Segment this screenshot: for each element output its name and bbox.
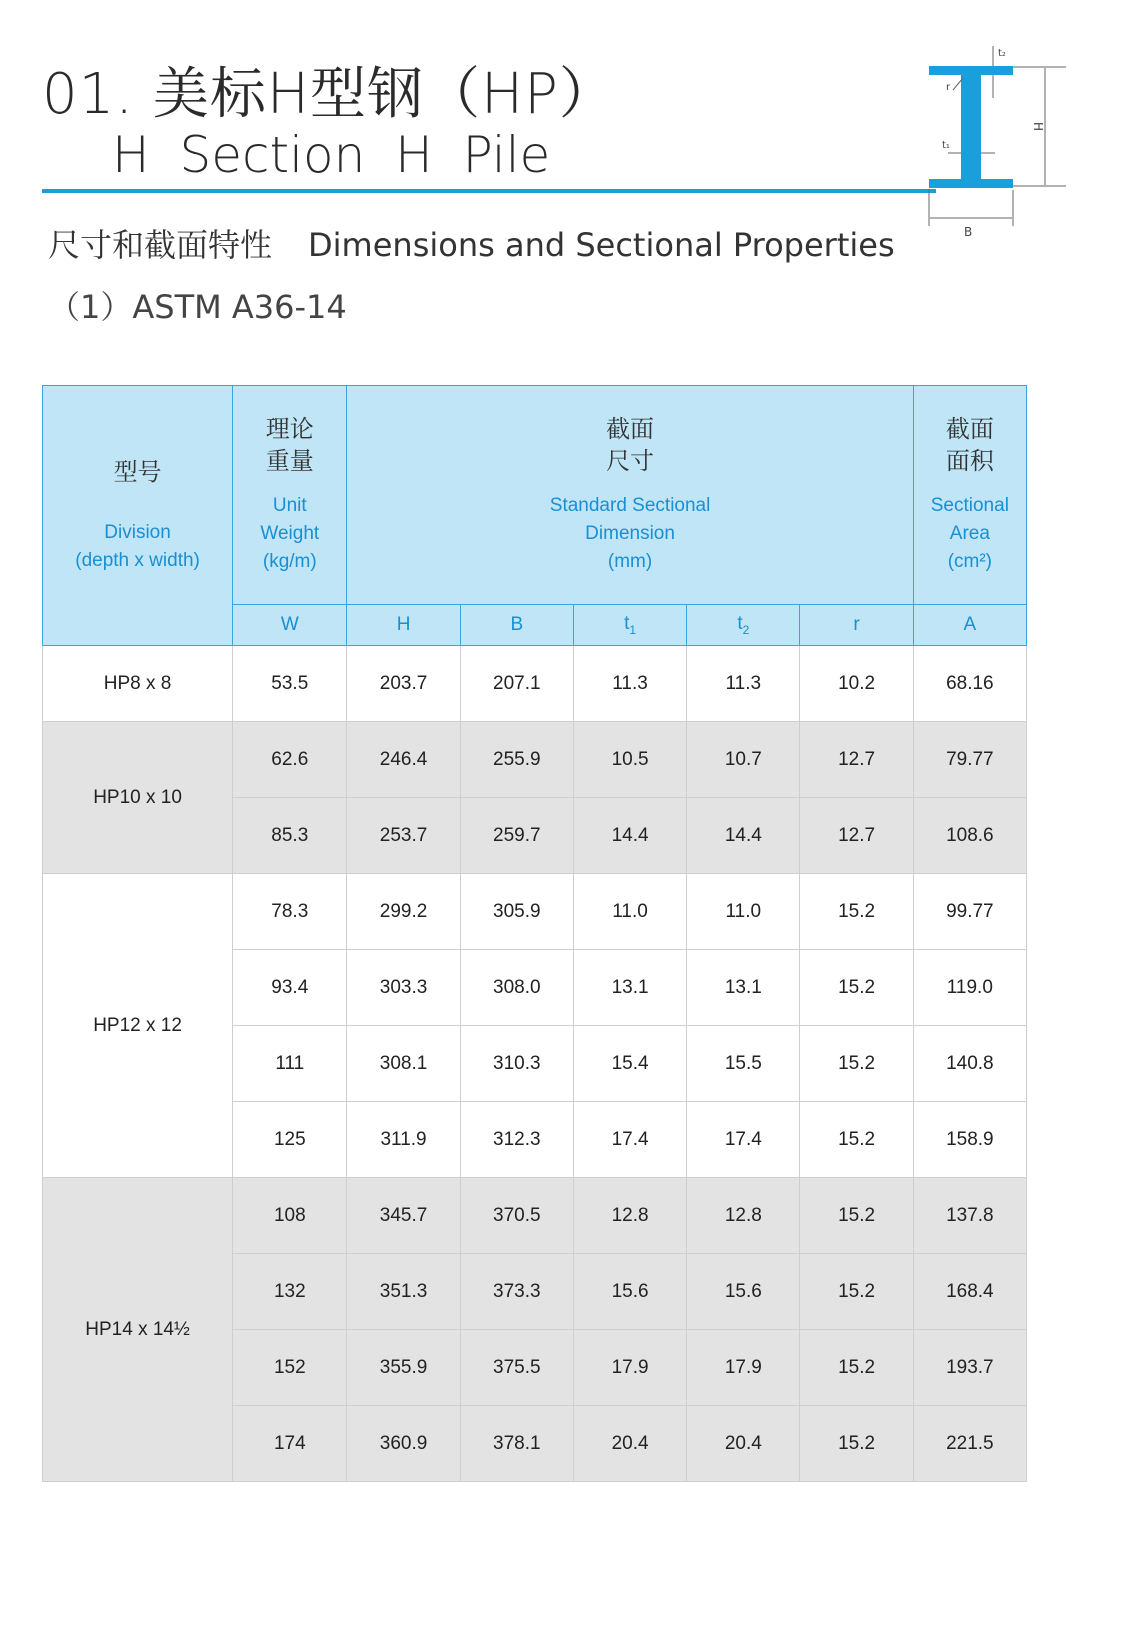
cell-b: 370.5 [460, 1178, 573, 1254]
cell-r: 12.7 [800, 722, 913, 798]
cell-w: 62.6 [233, 722, 347, 798]
symbol-t2: $t_2$ [687, 605, 800, 646]
cell-b: 305.9 [460, 874, 573, 950]
division-cell: HP10 x 10 [43, 722, 233, 874]
cell-a: 68.16 [913, 646, 1026, 722]
h-section-diagram-icon [942, 40, 1120, 250]
symbol-A: A [913, 605, 1026, 646]
cell-w: 132 [233, 1254, 347, 1330]
cell-w: 93.4 [233, 950, 347, 1026]
cell-h: 203.7 [347, 646, 460, 722]
symbol-H: H [347, 605, 460, 646]
cell-t2: 11.3 [687, 646, 800, 722]
cell-h: 308.1 [347, 1026, 460, 1102]
cell-a: 221.5 [913, 1406, 1026, 1482]
label-H: H [1031, 122, 1045, 132]
bottom-flange [929, 179, 1013, 188]
cell-h: 253.7 [347, 798, 460, 874]
cell-w: 108 [233, 1178, 347, 1254]
cell-h: 360.9 [347, 1406, 460, 1482]
cell-a: 108.6 [913, 798, 1026, 874]
web [961, 75, 981, 187]
cell-h: 355.9 [347, 1330, 460, 1406]
cell-b: 310.3 [460, 1026, 573, 1102]
table-row [43, 874, 1027, 950]
page-title-english: H Section H Pile [112, 126, 551, 184]
cell-t2: 15.6 [687, 1254, 800, 1330]
cell-t2: 14.4 [687, 798, 800, 874]
top-flange [929, 66, 1013, 75]
cell-b: 308.0 [460, 950, 573, 1026]
cell-h: 246.4 [347, 722, 460, 798]
cell-t2: 13.1 [687, 950, 800, 1026]
cell-t1: 15.6 [573, 1254, 686, 1330]
cell-w: 85.3 [233, 798, 347, 874]
title-divider [42, 189, 936, 193]
cell-t2: 17.4 [687, 1102, 800, 1178]
cell-h: 299.2 [347, 874, 460, 950]
cell-t1: 11.0 [573, 874, 686, 950]
table-body [43, 646, 1027, 1482]
cell-b: 378.1 [460, 1406, 573, 1482]
cell-t2: 11.0 [687, 874, 800, 950]
subtitle-chinese: 尺寸和截面特性 [48, 226, 273, 264]
symbol-W: W [233, 605, 347, 646]
cell-t2: 20.4 [687, 1406, 800, 1482]
cell-h: 311.9 [347, 1102, 460, 1178]
cell-w: 78.3 [233, 874, 347, 950]
division-cell: HP8 x 8 [43, 646, 233, 722]
cell-t1: 11.3 [573, 646, 686, 722]
cell-t2: 12.8 [687, 1178, 800, 1254]
page-title: 01. 美标H型钢（HP） [42, 62, 616, 127]
cell-b: 255.9 [460, 722, 573, 798]
cell-r: 15.2 [800, 1178, 913, 1254]
cell-r: 15.2 [800, 950, 913, 1026]
cell-t2: 17.9 [687, 1330, 800, 1406]
label-t2: t₂ [998, 48, 1006, 59]
cell-r: 15.2 [800, 874, 913, 950]
cell-h: 351.3 [347, 1254, 460, 1330]
division-cell: HP14 x 14½ [43, 1178, 233, 1482]
cell-t1: 15.4 [573, 1026, 686, 1102]
symbol-t1: $t_1$ [573, 605, 686, 646]
cell-t1: 10.5 [573, 722, 686, 798]
cell-a: 168.4 [913, 1254, 1026, 1330]
cell-t1: 12.8 [573, 1178, 686, 1254]
cell-r: 15.2 [800, 1330, 913, 1406]
cell-a: 193.7 [913, 1330, 1026, 1406]
cell-w: 174 [233, 1406, 347, 1482]
header-standard-dimension: 截面 尺寸 Standard Sectional Dimension (mm) [347, 386, 913, 605]
cell-w: 125 [233, 1102, 347, 1178]
cell-w: 111 [233, 1026, 347, 1102]
cell-w: 53.5 [233, 646, 347, 722]
cell-a: 99.77 [913, 874, 1026, 950]
label-r: r [946, 82, 951, 93]
cell-r: 15.2 [800, 1406, 913, 1482]
table-row [43, 1178, 1027, 1254]
cell-b: 312.3 [460, 1102, 573, 1178]
header-sectional-area: 截面 面积 Sectional Area (cm²) [913, 386, 1026, 605]
cell-a: 158.9 [913, 1102, 1026, 1178]
table-row [43, 722, 1027, 798]
cell-b: 375.5 [460, 1330, 573, 1406]
cell-b: 207.1 [460, 646, 573, 722]
cell-h: 345.7 [347, 1178, 460, 1254]
section-subtitle [48, 220, 895, 266]
cell-r: 12.7 [800, 798, 913, 874]
label-t1: t₁ [942, 140, 950, 151]
label-B: B [964, 225, 973, 239]
cell-b: 373.3 [460, 1254, 573, 1330]
cell-r: 15.2 [800, 1254, 913, 1330]
symbol-r: r [800, 605, 913, 646]
header-division: 型号 Division (depth x width) [43, 386, 233, 646]
cell-r: 15.2 [800, 1026, 913, 1102]
subtitle-english: Dimensions and Sectional Properties [308, 226, 895, 264]
cell-h: 303.3 [347, 950, 460, 1026]
cell-t1: 20.4 [573, 1406, 686, 1482]
symbol-B: B [460, 605, 573, 646]
cell-a: 137.8 [913, 1178, 1026, 1254]
standard-label: （1）ASTM A36-14 [48, 288, 347, 326]
cell-r: 10.2 [800, 646, 913, 722]
cell-a: 119.0 [913, 950, 1026, 1026]
header-unit-weight: 理论 重量 Unit Weight (kg/m) [233, 386, 347, 605]
cell-t2: 10.7 [687, 722, 800, 798]
cell-t2: 15.5 [687, 1026, 800, 1102]
dimensions-table [42, 385, 1027, 1482]
cell-b: 259.7 [460, 798, 573, 874]
cell-r: 15.2 [800, 1102, 913, 1178]
cell-t1: 13.1 [573, 950, 686, 1026]
cell-a: 140.8 [913, 1026, 1026, 1102]
cell-w: 152 [233, 1330, 347, 1406]
cell-a: 79.77 [913, 722, 1026, 798]
cell-t1: 17.4 [573, 1102, 686, 1178]
cell-t1: 14.4 [573, 798, 686, 874]
cell-t1: 17.9 [573, 1330, 686, 1406]
table-row [43, 646, 1027, 722]
division-cell: HP12 x 12 [43, 874, 233, 1178]
